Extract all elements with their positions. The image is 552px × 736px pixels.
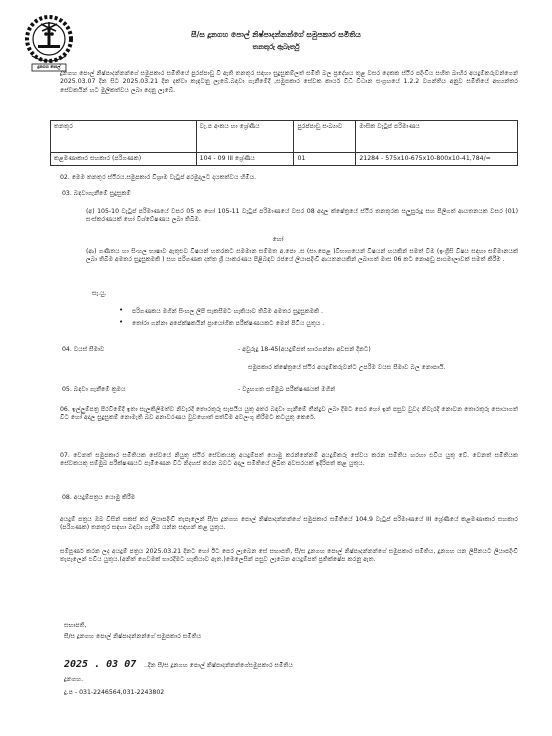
section-07: 07. වෙනත් සමුපකාර සමිතියක සේවයේ නියුතු ස්ථිර සේවකයකු අයදුම්පත් යොමු කරන්නේනම් අයදුම්කරු සේවය කරන සමිතිය හරහා එවිය යුතු වේ. වෙනත් සමිතියක සේවකයකු සම්මුඛ පරීක්ෂණයට පැමිණෙන විට නිදහස් කරන බවට අදාල සමිතියේ ලිඛිත අවසරයක් ඉදිරිපත් කළ යුතුය. — [60, 452, 518, 468]
note-label: සැ.යු. — [92, 290, 107, 297]
recruitment-method-label: 05. බඳවා ගැනීමේ ක්‍රමය — [62, 386, 126, 393]
section-06: 06. ඉල්ලුම්පත්‍ර පිරවීමේදී ඉතා සැලකිලිමත්ව නිවැරදි තොරතුරු සැපයිය යුතු අතර බඳවා ගැනීමේ තීන්දුව ලබා දීමට පෙර හෝ ඉන් පසුව වුවද නිවැරදි නොවන තොරතුරු සොයාගත් විට හෝ අදාල සුදුසුකම් නොමැති බව අනාවරණය වුවහොත් පත්වීම අවලංගු කිරීමට කටයුතු කෙරේ. — [60, 406, 518, 422]
qualification-aa: (ආ) ගණිතය හා සිංහල භාෂාව ඇතුළුව විෂයන් හතරකට සමමාන සම්මත අ.පො .ස (සා.පෙළ )විභාගයෙන් විෂයන් හයකින් සමත් වීම (ඉංග්‍රීසි විෂය සඳහා සම්මානයක් ලබා තිබීම අමතර සුදුසුකමකි ) සහ පරිගණක දත්ත ශ්‍රී යාකරණය පිළිබඳව රජයේ ලියාපදිංචි ආයතනයකින් ලබාගත් මාස 06 කට නොඅඩු පාඨමාලාවක් සමත් කිරීම . — [86, 248, 518, 264]
table-cell: 104 - 09 III ශ්‍රේණිය — [196, 153, 294, 166]
note-item: තෝරා ගන්නා අපේක්ෂකයින් ප්‍රායෝගික පරීක්ෂණයකට මෙන් පිටිය යුතුය . — [132, 320, 325, 327]
or-label: හෝ — [272, 236, 284, 243]
table-header-cell: තනතුර — [51, 121, 197, 153]
logo-caption: දූනගහ පොල් — [37, 64, 61, 69]
table-cell: 01 — [294, 153, 356, 166]
qualification-a: (අ) 105-10 වැටුප් පරිමාණයේ වසර 05 ක හෝ 105-11 වැටුප් පරිමාණයේ වසර 08 අදාල ක්ෂේත්‍රයේ ස්ථිර තනතුරක සලුසුරුදු සහ පිලිගත් ආයතනයක වසර (01) සංස්කරණයක් හෝ විශ්වේෂණය ලබා තිබීම. — [86, 208, 518, 224]
table-header-row — [51, 121, 518, 153]
section-02: 02. මෙම තනතුර ස්ථිරය.සමුපකාර විශ්‍රාම වැටුප් අරමුදලට දායකත්වය හිමිය. — [60, 174, 257, 181]
issue-date-suffix: ..දින සී/ස දූනගහ පොල් නිෂ්පාදන්නන්ගේසමුපකාර සමිතිය — [144, 662, 293, 669]
table-cell: 21284 - 575x10-675x10-800x10-41,784/= — [356, 153, 518, 166]
age-limit-value: - අවුරුදු 18-45(අයදුම්පත් භාරගන්නා අවසන් දිනට) — [238, 346, 371, 353]
page-subtitle: තනතුරු ඇබෑර්තු — [252, 43, 300, 51]
organization-title: සී/ස දූනගහ පොල් නිෂ්පාදන්නන්ගේ සමුපකාර සමිතිය — [191, 30, 361, 39]
table-cell: කළමණාකාර සහකාර (පරිගණක) — [51, 153, 197, 166]
section-03-title: 03. බඳවාගැනීමේ සුදුසුකම් — [62, 190, 131, 197]
signatory-organization: සී/ස දූනගහ පොල් නිෂ්පාදන්නන්ගේ සමුපකාර සමිතිය — [64, 633, 202, 640]
section-08-paragraph-2: සම්පූර්ණ කරන ලද අයදුම් පත්‍රය 2025.03.21 දිනට හෝ ඊට පෙර ලැබෙන සේ සභාපති, සී/ස දූනගහ පොල් නිෂ්පාදන්නන්ගේ සමුපකාර සමිතිය, දූනගහ යන ලිපිනයට ලියාපදිංචි තැපෑලෙන් එවිය යුතුය.(අනිත් ගෙවමක් භාරදීමට හැකියාව ඇත.)මෙලෙසින් පසුව ලැබෙන අයදුම්පත් ප්‍රතික්ෂේප කරනු ඇත. — [60, 548, 518, 564]
table-header-cell: වැ.ප අංකය හා ශ්‍රේණිය — [196, 121, 294, 153]
recruitment-method-value: - ව්‍යුහගත සම්මුඛ පරීක්ෂණයක් මගින් — [238, 386, 336, 393]
intro-paragraph: දූනගහ පොල් නිෂ්පාදන්නන්ගේ සමුපකාර සමිතියේ පුරප්පාඩු වී ඇති තනතුර සඳහා සුදුසුකම්ලත් සමිති බල ප්‍රදේශය තුළ වසර දෙකක ස්ථිර පදිංචිය සහිත බාහිර අයදුම්කරුවන්ගෙන් 2025.03.07 දින සිට 2025.03.21 දින දක්වා කැඳවනු ලැබේ.බඳවා ගැනීමේදී ,සමුපකාර සේවක කාර්ය විධි විධාන සංග්‍රහයේ 1.2.2 වගන්තිය අනුව සමිතියේ අභ්‍යන්තර සේවකයින් හට මුලිකත්වය ලබා දෙනු ලැබේ. — [60, 70, 518, 94]
note-item: පරිගණකය මගින් සිංහල ලිපි සැකසීමට හැකියාව තිබීම අමතර සුදුසුකමකි . — [132, 308, 324, 315]
bullet-icon: • — [119, 318, 124, 326]
section-08-title: 08. අයදුම්පත්‍රය යොමු කිරීම — [62, 494, 136, 501]
issue-date: 2025 . 03 07 — [64, 659, 137, 670]
table-header-cell: මාසික වැටුප් පරිමාණය — [356, 121, 518, 153]
place: දූනගහ. — [64, 676, 84, 683]
phone-numbers: දු.ප - 031-2246564,031-2243802 — [64, 689, 165, 696]
bullet-icon: • — [119, 306, 124, 314]
age-limit-label: 04. වයස් සීමාව — [62, 346, 105, 353]
section-08-paragraph-1: අයදුම් පත්‍රය ඔබ විසින් සකස් කර ලියාපදිංචි තැපෑලෙන් සී/ස දූනගහ පොල් නිෂ්පාදන්නන්ගේ සමුපකාර සමිතියේ 104.9 වැටුප් පරිමාණයේ III ශ්‍රේණියේ කළමණාකාර සහකාර (පරිගණක) තනතුර සඳහා බඳවා ගැනීම යන්න සඳහන් කළ යුතුය. — [60, 516, 518, 532]
signatory-title: සභාපති, — [64, 622, 87, 629]
age-limit-note: සමුපකාර ක්ෂේත්‍රයේ ස්ථිර අයදුම්කරුවන්ට උපරිම වයස සීමාව බල නොපායි. — [248, 364, 446, 371]
vacancy-table — [50, 120, 518, 166]
table-row — [51, 153, 518, 166]
table-header-cell: පුරප්පාඩු සංඛ්‍යාව — [294, 121, 356, 153]
